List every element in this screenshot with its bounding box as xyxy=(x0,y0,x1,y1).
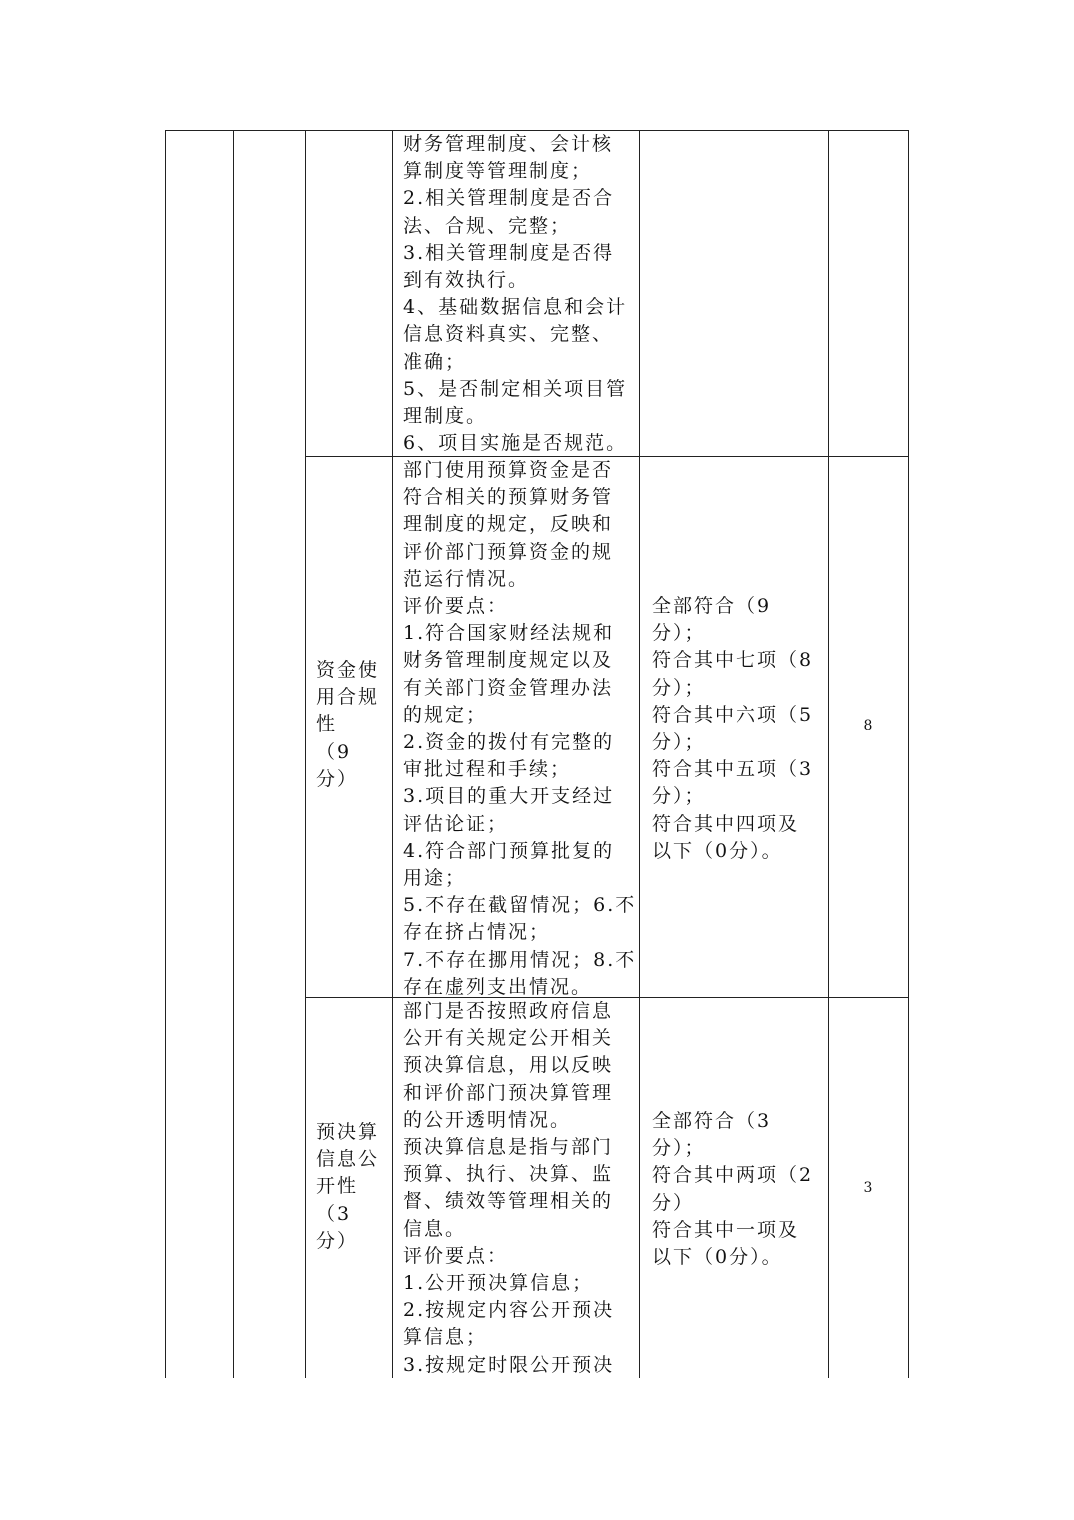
text-line: 到有效执行。 xyxy=(403,269,530,292)
text-line: 全部符合（3 xyxy=(652,1110,772,1132)
text-line: 理制度的规定，反映和 xyxy=(403,513,614,536)
text-line: 部门使用预算资金是否 xyxy=(403,459,614,481)
column-divider-2 xyxy=(305,130,306,1378)
text-line: 财务管理制度规定以及 xyxy=(403,649,614,672)
text-line: 符合其中一项及 xyxy=(652,1218,800,1241)
column-divider-3 xyxy=(392,130,393,1378)
row3-standard xyxy=(652,1108,813,1271)
text-line: 符合其中两项（2 xyxy=(652,1164,814,1187)
text-line: 有关部门资金管理办法 xyxy=(403,676,614,699)
text-line: 分）； xyxy=(652,676,706,699)
row3-indicator xyxy=(316,1119,379,1255)
text-line: 1.公开预决算信息； xyxy=(403,1272,594,1295)
text-line: 存在挤占情况； xyxy=(403,921,551,944)
text-line: 范运行情况。 xyxy=(403,567,530,590)
text-line: 符合其中七项（8 xyxy=(652,649,814,672)
row2-indicator xyxy=(316,657,379,793)
text-line: 分）； xyxy=(652,622,706,645)
text-line: 资金使 xyxy=(316,659,380,681)
text-line: 评价部门预算资金的规 xyxy=(403,540,614,563)
row1-description xyxy=(403,131,627,457)
text-line: 财务管理制度、会计核 xyxy=(403,133,614,155)
row2-description xyxy=(403,457,636,1001)
text-line: 信息资料真实、完整、 xyxy=(403,323,614,346)
text-line: 5、是否制定相关项目管 xyxy=(403,377,628,400)
text-line: 1.符合国家财经法规和 xyxy=(403,622,615,645)
text-line: 3.项目的重大开支经过 xyxy=(403,785,615,808)
row2-standard xyxy=(652,593,813,865)
text-line: 审批过程和手续； xyxy=(403,758,572,781)
text-line: 评价要点： xyxy=(403,595,509,618)
text-line: 的公开透明情况。 xyxy=(403,1108,572,1131)
row2-score: 8 xyxy=(863,718,873,734)
text-line: 用途； xyxy=(403,867,467,890)
text-line: 分） xyxy=(316,767,359,790)
text-line: 符合其中六项（5 xyxy=(652,703,814,726)
text-line: 预决算 xyxy=(316,1121,380,1143)
text-line: 和评价部门预决算管理 xyxy=(403,1081,614,1104)
text-line: 分） xyxy=(316,1229,359,1252)
text-line: 以下（0分）。 xyxy=(652,1246,783,1269)
row3-description xyxy=(403,998,614,1379)
text-line: 分）； xyxy=(652,731,706,754)
text-line: 分） xyxy=(652,1191,695,1214)
text-line: 4.符合部门预算批复的 xyxy=(403,839,615,862)
text-line: 信息。 xyxy=(403,1217,467,1240)
text-line: 算信息； xyxy=(403,1326,488,1349)
text-line: 以下（0分）。 xyxy=(652,839,783,862)
text-line: 符合其中五项（3 xyxy=(652,758,814,781)
text-line: （3 xyxy=(316,1202,352,1225)
text-line: 理制度。 xyxy=(403,405,488,428)
text-line: 2.按规定内容公开预决 xyxy=(403,1299,615,1322)
text-line: 算制度等管理制度； xyxy=(403,160,593,183)
text-line: 用合规 xyxy=(316,686,380,709)
text-line: 预决算信息，用以反映 xyxy=(403,1054,614,1077)
text-line: 5.不存在截留情况；6.不 xyxy=(403,894,637,917)
text-line: 符合其中四项及 xyxy=(652,812,800,835)
text-line: 4、基础数据信息和会计 xyxy=(403,296,628,319)
text-line: 法、合规、完整； xyxy=(403,214,572,237)
text-line: 全部符合（9 xyxy=(652,595,772,617)
text-line: 准确； xyxy=(403,350,467,373)
text-line: 6、项目实施是否规范。 xyxy=(403,432,628,455)
text-line: 评估论证； xyxy=(403,812,509,835)
text-line: 2.资金的拨付有完整的 xyxy=(403,731,615,754)
text-line: 预决算信息是指与部门 xyxy=(403,1136,614,1159)
text-line: 3.相关管理制度是否得 xyxy=(403,241,615,264)
text-line: 7.不存在挪用情况；8.不 xyxy=(403,948,637,971)
text-line: 信息公 xyxy=(316,1148,380,1171)
table-left-border xyxy=(165,130,166,1378)
text-line: 预算、执行、决算、监 xyxy=(403,1163,614,1186)
column-divider-4 xyxy=(639,130,640,1378)
text-line: 的规定； xyxy=(403,703,488,726)
text-line: 评价要点： xyxy=(403,1244,509,1267)
row3-score: 3 xyxy=(863,1180,873,1196)
table-right-border xyxy=(908,130,909,1378)
text-line: 分）； xyxy=(652,785,706,808)
text-line: 督、绩效等管理相关的 xyxy=(403,1190,614,1213)
text-line: 3.按规定时限公开预决 xyxy=(403,1353,615,1376)
text-line: （9 xyxy=(316,740,352,763)
text-line: 性 xyxy=(316,713,338,736)
column-divider-1 xyxy=(233,130,234,1378)
text-line: 开性 xyxy=(316,1175,359,1198)
text-line: 公开有关规定公开相关 xyxy=(403,1027,614,1050)
text-line: 符合相关的预算财务管 xyxy=(403,486,614,509)
text-line: 存在虚列支出情况。 xyxy=(403,975,593,998)
text-line: 2.相关管理制度是否合 xyxy=(403,187,615,210)
text-line: 分）； xyxy=(652,1137,706,1160)
text-line: 部门是否按照政府信息 xyxy=(403,1000,614,1022)
